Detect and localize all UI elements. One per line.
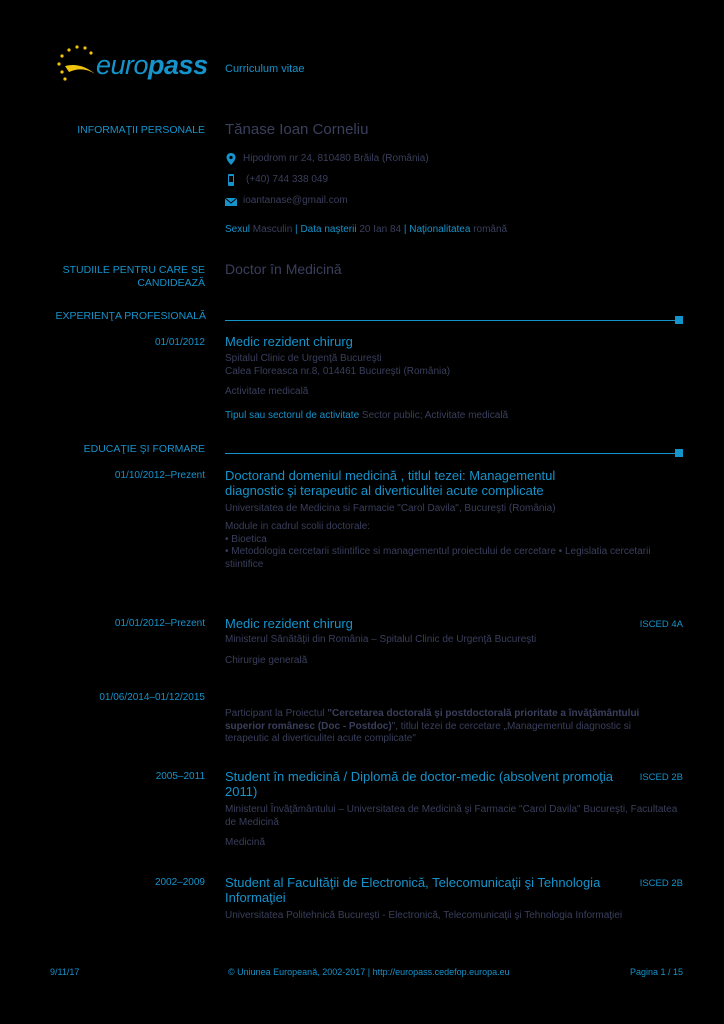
- entry-field: Chirurgie generală: [225, 655, 308, 666]
- entry-title: Student al Facultăţii de Electronică, Telecomunicaţii şi Tehnologia Informaţiei: [225, 875, 601, 905]
- entry-sector: Tipul sau sectorul de activitate Sector public; Activitate medicală: [225, 410, 509, 421]
- address-text: Hipodrom nr 24, 810480 Brăila (România): [243, 153, 429, 164]
- entry-date: 2005–2011: [155, 771, 205, 782]
- footer-page-number: Pagina 1 / 15: [629, 967, 683, 977]
- divider-square-icon: [675, 316, 683, 324]
- entry-date: 01/01/2012–Prezent: [114, 618, 205, 629]
- nationality-label: Naţionalitatea: [409, 224, 471, 235]
- document-title: Curriculum vitae: [225, 63, 305, 75]
- section-label-education: EDUCAŢIE ŞI FORMARE: [83, 443, 205, 455]
- phone-icon: [225, 173, 237, 185]
- entry-date: 01/06/2014–01/12/2015: [99, 692, 205, 703]
- entry-date: 01/01/2012: [154, 337, 205, 348]
- entry-activity: Activitate medicală: [225, 386, 309, 397]
- section-label-personal: INFORMAŢII PERSONALE: [77, 124, 205, 136]
- isced-badge: ISCED 2B: [639, 772, 683, 783]
- dob-label: Data naşterii: [300, 224, 357, 235]
- entry-organisation: Universitatea Politehnică Bucureşti - Electronică, Telecomunicaţii şi Tehnologia Informaţiei: [225, 910, 623, 921]
- isced-badge: ISCED 2B: [639, 878, 683, 889]
- entry-title: Doctorand domeniul medicină , titlul tezei: Managementul diagnostic şi terapeutic al diverticulitei acute complicate: [225, 468, 556, 498]
- entry-description: Participant la Proiectul "Cercetarea doctorală şi postdoctorală prioritate a învăţământului superior românesc (Doc - Postdoc)", titlul tezei de cercetare „Managementul diagnostic si terapeutic al diverticulitei acute complicate": [225, 708, 640, 744]
- section-divider: [225, 453, 680, 454]
- sex-value: Masculin: [252, 224, 293, 235]
- entry-organisation: Ministerul Sănătăţii din România – Spitalul Clinic de Urgenţă Bucureşti: [225, 634, 537, 645]
- phone-text: (+40) 744 338 049: [246, 174, 329, 185]
- dob-value: 20 Ian 84: [359, 224, 402, 235]
- location-pin-icon: [225, 152, 237, 164]
- studies-value: Doctor în Medicină: [225, 261, 342, 277]
- entry-title: Student în medicină / Diplomă de doctor-medic (absolvent promoţia 2011): [225, 769, 614, 799]
- entry-organisation: Universitatea de Medicina si Farmacie "Carol Davila", Bucureşti (România): [225, 503, 556, 514]
- entry-description: Module in cadrul scolii doctorale: • Bioetica • Metodologia cercetarii stiintifice si managementul proiectului de cercetare • Legislatia cercetarii stiintifice: [225, 521, 651, 570]
- personal-details-line: Sexul Masculin | Data naşterii 20 Ian 84 | Naţionalitatea română: [225, 224, 508, 235]
- entry-organisation: Ministerul Învăţământului – Universitatea de Medicină şi Farmacie "Carol Davila" Bucureşti, Facultatea de Medicină: [225, 804, 678, 828]
- entry-title: Medic rezident chirurg: [225, 616, 353, 631]
- section-label-studies: STUDIILE PENTRU CARE SE CANDIDEAZĂ: [62, 264, 205, 289]
- entry-field: Medicină: [225, 837, 266, 848]
- person-name: Tănase Ioan Corneliu: [225, 121, 369, 138]
- sex-label: Sexul: [225, 224, 251, 235]
- divider-square-icon: [675, 449, 683, 457]
- entry-title: Medic rezident chirurg: [225, 334, 353, 349]
- email-link[interactable]: ioantanase@gmail.com: [243, 195, 348, 206]
- europass-wordmark: europass: [96, 50, 208, 80]
- nationality-value: română: [473, 224, 508, 235]
- entry-date: 2002–2009: [154, 877, 205, 888]
- footer-copyright[interactable]: © Uniunea Europeană, 2002-2017 | http://europass.cedefop.europa.eu: [228, 967, 510, 977]
- section-divider: [225, 320, 680, 321]
- entry-employer: Spitalul Clinic de Urgenţă Bucureşti Calea Floreasca nr.8, 014461 Bucureşti (România): [225, 353, 451, 377]
- email-icon: [225, 194, 237, 206]
- section-label-experience: EXPERIENŢA PROFESIONALĂ: [55, 310, 206, 322]
- footer-date: 9/11/17: [50, 967, 80, 977]
- isced-badge: ISCED 4A: [639, 619, 683, 630]
- entry-date: 01/10/2012–Prezent: [114, 470, 205, 481]
